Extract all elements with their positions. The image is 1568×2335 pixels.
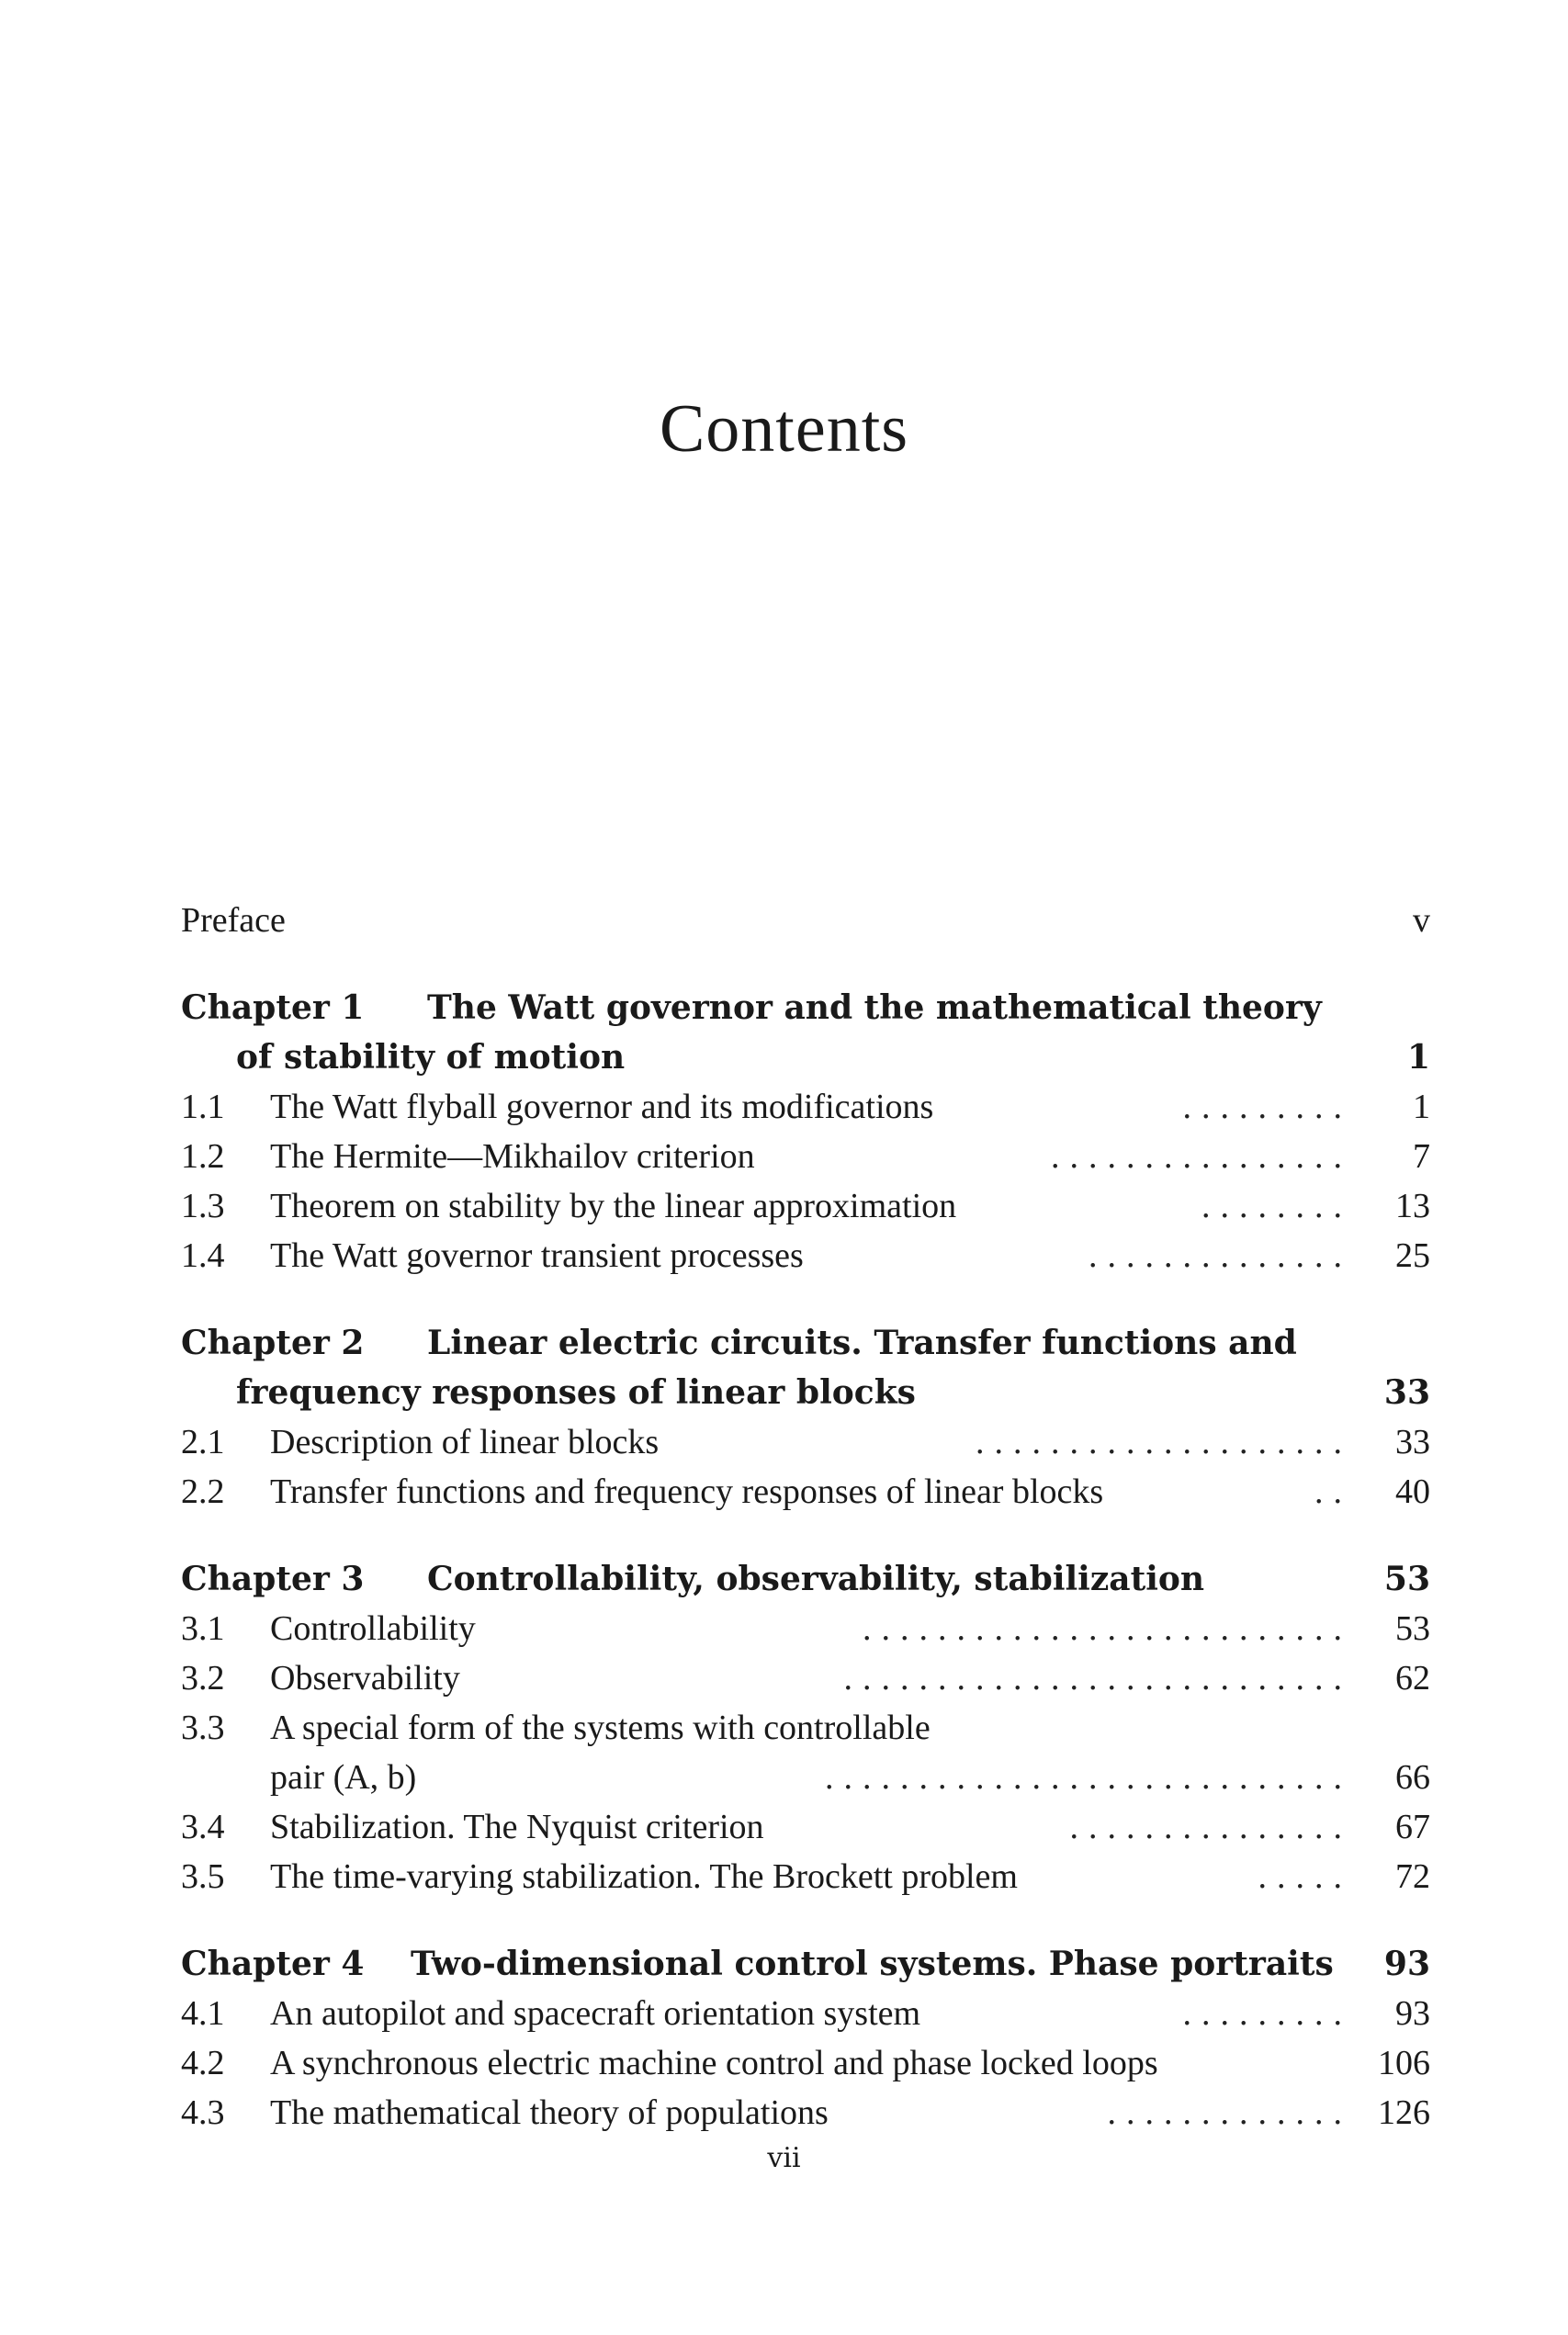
section-number: 4.1 [181,1994,225,2033]
section-page: 93 [1395,1994,1430,2033]
chapter-title: Two-dimensional control systems. Phase portraits [411,1945,1334,1983]
toc-section[interactable] [181,1989,1430,2038]
section-title: An autopilot and spacecraft orientation system [270,1994,921,2033]
section-number: 1.2 [181,1137,225,1176]
chapter-title: Controllability, observability, stabilization [427,1560,1205,1598]
table-of-contents [181,896,1430,2138]
chapter-label: Chapter 3 [181,1560,365,1598]
chapter-page: 33 [1383,1373,1430,1412]
dot-leader: .......................... [863,1609,1352,1648]
chapter-label: Chapter 4 [181,1945,365,1983]
section-page: 53 [1395,1609,1430,1648]
section-number: 2.2 [181,1472,225,1511]
toc-section[interactable] [181,1852,1430,1901]
chapter-title-cont: of stability of motion [236,1038,626,1077]
toc-chapter-1[interactable] [181,983,1430,1082]
section-page: 40 [1395,1472,1430,1511]
section-number: 3.3 [181,1709,225,1747]
preface-page: v [1413,901,1430,940]
dot-leader: ................ [1051,1137,1352,1176]
section-title: A special form of the systems with controllable [270,1709,931,1747]
toc-section[interactable] [181,1181,1430,1231]
toc-chapter-4[interactable] [181,1939,1430,1989]
section-number: 2.1 [181,1423,225,1461]
toc-section[interactable] [181,1467,1430,1517]
section-title: A synchronous electric machine control and phase locked loops [270,2044,1158,2082]
section-number: 1.1 [181,1088,225,1126]
section-page: 7 [1413,1137,1430,1176]
dot-leader: ........................... [843,1659,1352,1698]
section-page: 67 [1395,1808,1430,1846]
section-page: 33 [1395,1423,1430,1461]
chapter-title-cont: frequency responses of linear blocks [236,1373,916,1412]
toc-section[interactable] [181,1604,1430,1653]
section-number: 3.1 [181,1609,225,1648]
toc-section[interactable] [181,2038,1430,2088]
dot-leader: .................... [976,1423,1352,1461]
toc-section[interactable] [181,1653,1430,1703]
section-title: Theorem on stability by the linear approximation [270,1187,957,1225]
section-page: 72 [1395,1857,1430,1896]
chapter-label: Chapter 1 [181,988,365,1027]
chapter-title: The Watt governor and the mathematical theory [427,988,1322,1027]
section-title: Transfer functions and frequency responses of linear blocks [270,1472,1104,1511]
section-title: The mathematical theory of populations [270,2093,829,2132]
section-number: 4.2 [181,2044,225,2082]
section-title: The Watt flyball governor and its modifications [270,1088,934,1126]
page-title: Contents [659,391,909,467]
section-number: 4.3 [181,2093,225,2132]
section-title: Observability [270,1659,460,1698]
toc-section[interactable] [181,1802,1430,1852]
dot-leader: ............. [1107,2093,1352,2132]
section-title-cont: pair (A, b) [270,1758,417,1797]
section-title: The time-varying stabilization. The Brockett problem [270,1857,1018,1896]
section-title: The Hermite—Mikhailov criterion [270,1137,755,1176]
toc-section[interactable] [181,1082,1430,1132]
section-page: 66 [1395,1758,1430,1797]
preface-label: Preface [181,901,286,940]
chapter-label: Chapter 2 [181,1324,365,1362]
dot-leader: ..... [1258,1857,1352,1896]
toc-section-continuation[interactable] [181,1753,1430,1802]
chapter-page: 93 [1383,1945,1430,1983]
dot-leader: ......... [1182,1994,1352,2033]
toc-section[interactable] [181,1703,1430,1753]
dot-leader: ........ [1201,1187,1352,1225]
section-number: 3.4 [181,1808,225,1846]
section-page: 1 [1413,1088,1430,1126]
section-page: 13 [1395,1187,1430,1225]
chapter-title: Linear electric circuits. Transfer functions and [427,1324,1297,1362]
section-number: 1.3 [181,1187,225,1225]
toc-chapter-2[interactable] [181,1318,1430,1417]
section-page: 106 [1378,2044,1430,2082]
toc-entry-preface[interactable] [181,896,1430,945]
dot-leader: ............................ [825,1758,1352,1797]
section-title: Stabilization. The Nyquist criterion [270,1808,764,1846]
section-page: 62 [1395,1659,1430,1698]
section-number: 3.5 [181,1857,225,1896]
section-title: The Watt governor transient processes [270,1236,804,1275]
toc-section[interactable] [181,1231,1430,1280]
dot-leader: .............. [1089,1236,1352,1275]
section-number: 1.4 [181,1236,225,1275]
toc-section[interactable] [181,1417,1430,1467]
section-page: 25 [1395,1236,1430,1275]
toc-chapter-3[interactable] [181,1554,1430,1604]
dot-leader: ............... [1069,1808,1352,1846]
chapter-page: 53 [1383,1560,1430,1598]
section-page: 126 [1378,2093,1430,2132]
page-number: vii [767,2142,801,2174]
chapter-page: 1 [1406,1038,1430,1077]
toc-section[interactable] [181,2088,1430,2138]
dot-leader: ......... [1182,1088,1352,1126]
section-title: Controllability [270,1609,476,1648]
section-number: 3.2 [181,1659,225,1698]
toc-section[interactable] [181,1132,1430,1181]
section-title: Description of linear blocks [270,1423,660,1461]
dot-leader: .. [1314,1472,1352,1511]
